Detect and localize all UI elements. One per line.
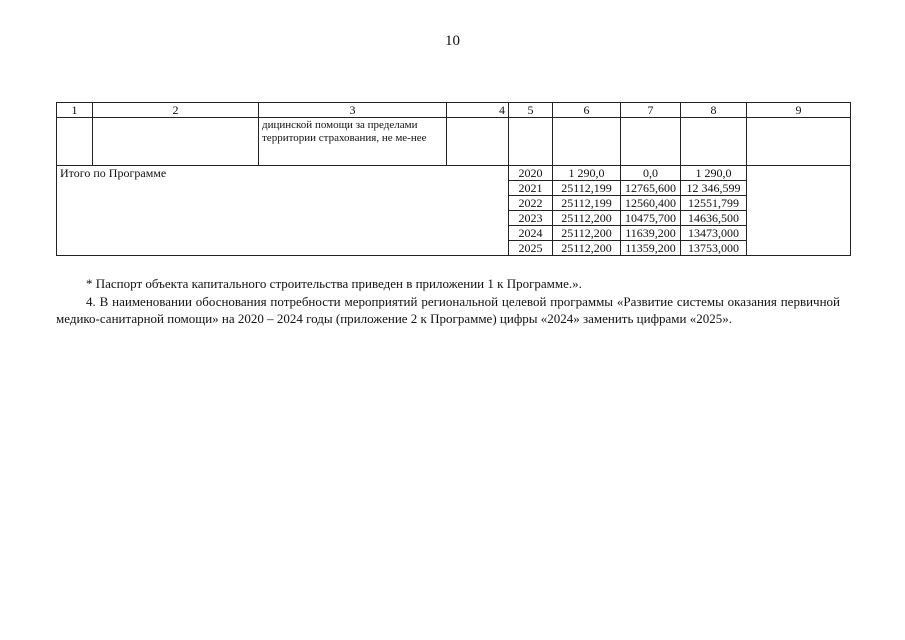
value-cell: 11359,200 bbox=[621, 241, 681, 256]
program-table bbox=[56, 102, 851, 256]
total-label: Итого по Программе bbox=[57, 166, 509, 256]
table-cell bbox=[93, 118, 259, 166]
value-cell: 25112,200 bbox=[553, 226, 621, 241]
amendment-item-4: 4. В наименовании обоснования потребности мероприятий региональной целевой программы «Развитие системы оказания первичной медико-санитарной помощи» на 2020 – 2024 годы (приложение 2 к Программе) цифры «2024» заменить цифрами «2025». bbox=[56, 293, 840, 326]
table-cell bbox=[553, 118, 621, 166]
header-cell: 7 bbox=[621, 103, 681, 118]
header-cell: 2 bbox=[93, 103, 259, 118]
year-cell: 2023 bbox=[509, 211, 553, 226]
table-cell bbox=[747, 166, 851, 256]
header-cell: 8 bbox=[681, 103, 747, 118]
value-cell: 11639,200 bbox=[621, 226, 681, 241]
table-cell bbox=[621, 118, 681, 166]
year-cell: 2021 bbox=[509, 181, 553, 196]
value-cell: 1 290,0 bbox=[553, 166, 621, 181]
table-cell bbox=[447, 118, 509, 166]
value-cell: 14636,500 bbox=[681, 211, 747, 226]
table-header-row bbox=[57, 103, 851, 118]
continued-description: дицинской помощи за пределами территории страхования, не ме-нее bbox=[259, 118, 447, 166]
continued-row bbox=[57, 118, 851, 166]
value-cell: 12765,600 bbox=[621, 181, 681, 196]
value-cell: 13753,000 bbox=[681, 241, 747, 256]
page-number: 10 bbox=[445, 33, 460, 49]
header-cell: 1 bbox=[57, 103, 93, 118]
header-cell: 3 bbox=[259, 103, 447, 118]
table-cell bbox=[509, 118, 553, 166]
value-cell: 12551,799 bbox=[681, 196, 747, 211]
value-cell: 25112,199 bbox=[553, 196, 621, 211]
value-cell: 0,0 bbox=[621, 166, 681, 181]
value-cell: 12560,400 bbox=[621, 196, 681, 211]
table-row bbox=[57, 166, 851, 181]
value-cell: 25112,199 bbox=[553, 181, 621, 196]
notes-section bbox=[56, 275, 840, 328]
year-cell: 2020 bbox=[509, 166, 553, 181]
header-cell: 6 bbox=[553, 103, 621, 118]
year-cell: 2025 bbox=[509, 241, 553, 256]
footnote: * Паспорт объекта капитального строительства приведен в приложении 1 к Программе.». bbox=[86, 276, 582, 291]
table-cell bbox=[681, 118, 747, 166]
value-cell: 10475,700 bbox=[621, 211, 681, 226]
header-cell: 5 bbox=[509, 103, 553, 118]
header-cell: 9 bbox=[747, 103, 851, 118]
value-cell: 13473,000 bbox=[681, 226, 747, 241]
table-cell bbox=[57, 118, 93, 166]
year-cell: 2024 bbox=[509, 226, 553, 241]
value-cell: 25112,200 bbox=[553, 211, 621, 226]
value-cell: 1 290,0 bbox=[681, 166, 747, 181]
value-cell: 12 346,599 bbox=[681, 181, 747, 196]
table-cell bbox=[747, 118, 851, 166]
value-cell: 25112,200 bbox=[553, 241, 621, 256]
header-cell: 4 bbox=[447, 103, 509, 118]
year-cell: 2022 bbox=[509, 196, 553, 211]
